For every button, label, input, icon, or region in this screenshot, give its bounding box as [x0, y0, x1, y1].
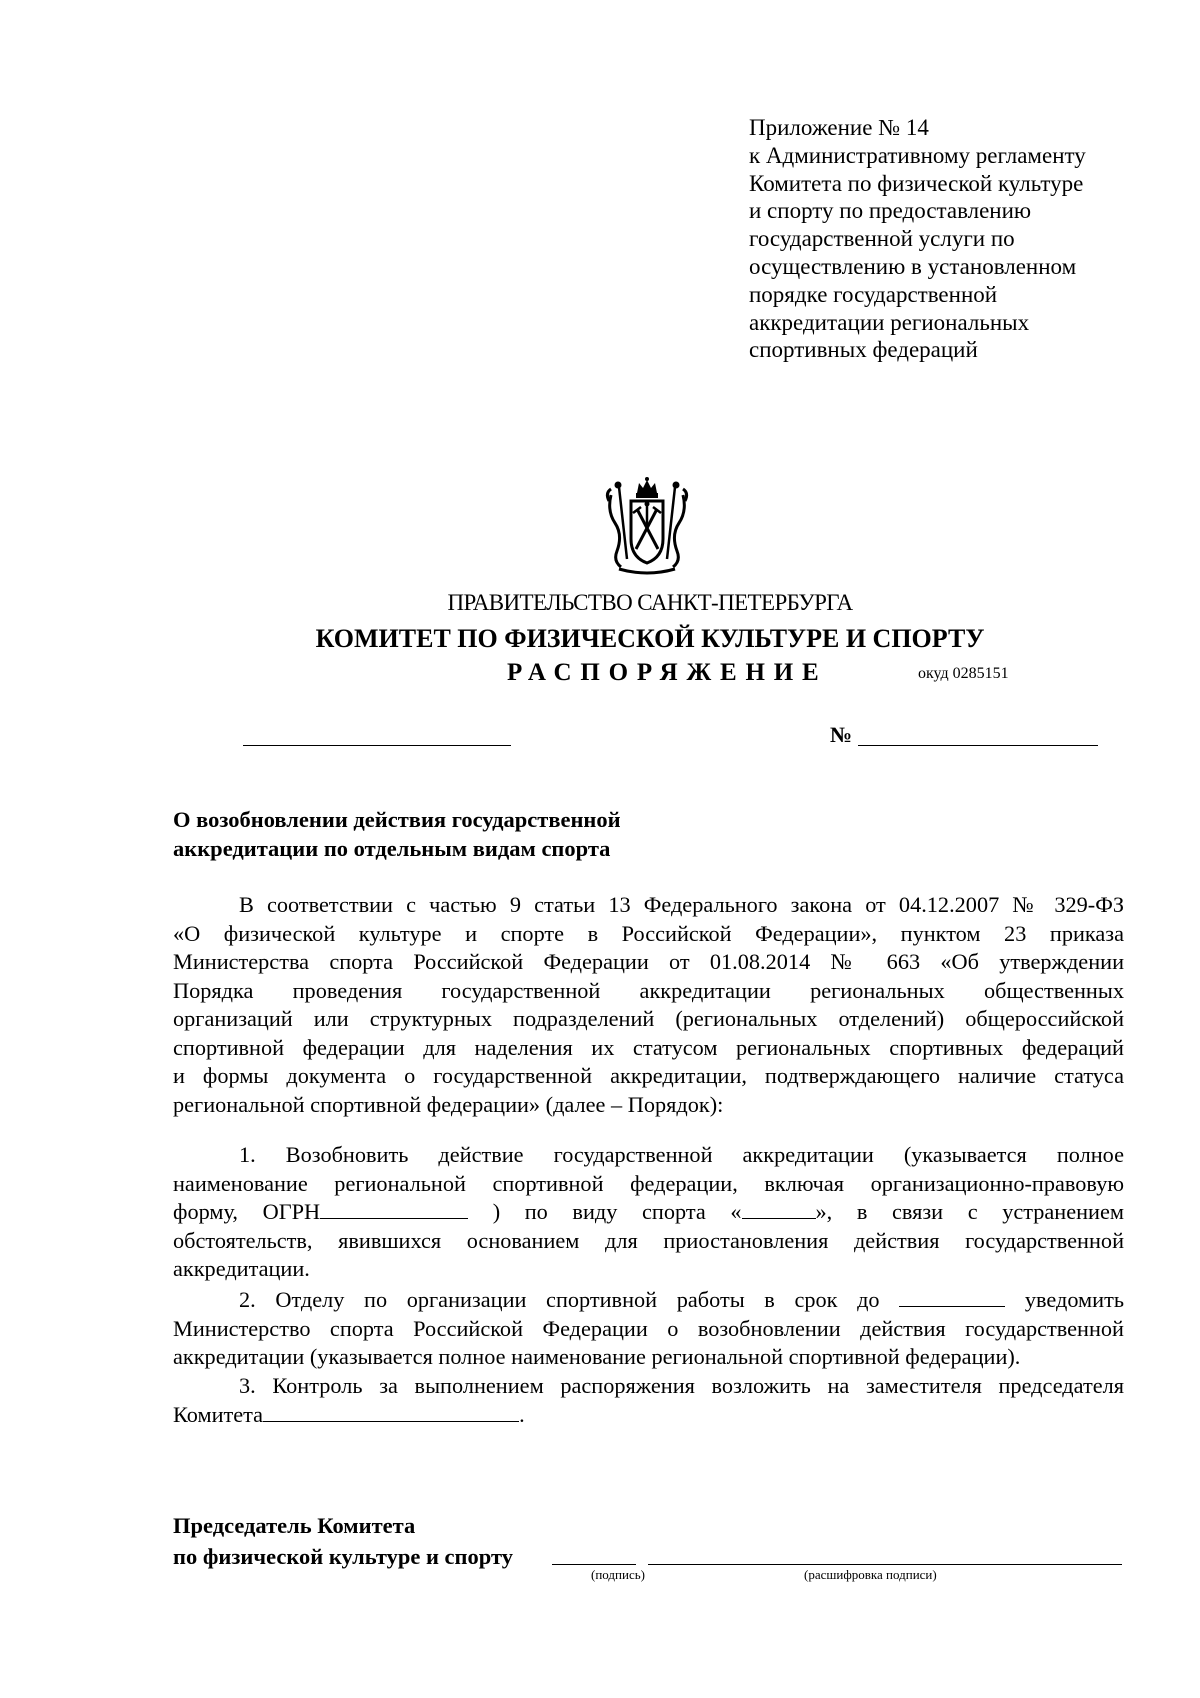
- text-line: [173, 1286, 1124, 1315]
- signature-decode-caption: (расшифровка подписи): [804, 1567, 937, 1582]
- item-1-paragraph: [173, 1141, 1124, 1284]
- signature-title-line: по физической культуре и спорту: [173, 1544, 513, 1569]
- text-line: и формы документа о государственной аккредитации, подтверждающего наличие статуса: [173, 1063, 1124, 1088]
- item-2-paragraph: [173, 1286, 1124, 1372]
- number-label: №: [830, 722, 853, 747]
- signature-block: [173, 1510, 513, 1572]
- subject-heading: [173, 805, 621, 863]
- signature-line: [552, 1564, 636, 1565]
- signature-caption: (подпись): [591, 1567, 645, 1582]
- text-line: региональной спортивной федерации» (далее – Порядок):: [173, 1091, 724, 1117]
- annex-line: Приложение № 14: [749, 115, 929, 140]
- st-petersburg-coat-of-arms-icon: [603, 477, 691, 577]
- text-line: [173, 1401, 1124, 1430]
- deputy-name-blank: [263, 1403, 519, 1422]
- annex-line: государственной услуги по: [749, 226, 1015, 252]
- annex-line: и спорту по предоставлению: [749, 198, 1032, 224]
- subject-line: О возобновлении действия государственной: [173, 807, 621, 832]
- text-fragment: Комитета: [173, 1401, 264, 1427]
- annex-line: к Административному регламенту: [749, 142, 1086, 168]
- subject-line: аккредитации по отдельным видам спорта: [173, 836, 611, 861]
- text-line: спортивной федерации для наделения их статусом региональных спортивных федераций: [173, 1034, 1124, 1060]
- date-field-line: [243, 745, 511, 746]
- okud-code: окуд 0285151: [918, 665, 1009, 682]
- text-line: Порядка проведения государственной аккредитации региональных общественных: [173, 977, 1124, 1003]
- deadline-blank: [899, 1288, 1005, 1307]
- text-line: Министерство спорта Российской Федерации о возобновлении действия государственной: [173, 1315, 1124, 1341]
- text-fragment: .: [519, 1401, 525, 1427]
- text-line: обстоятельств, явившихся основанием для приостановления действия государственной: [173, 1227, 1124, 1253]
- signature-decode-line: [648, 1564, 1122, 1565]
- annex-line: порядке государственной: [749, 281, 998, 307]
- text-fragment: 2. Отделу по организации спортивной работы в срок до: [239, 1287, 880, 1312]
- text-line: «О физической культуре и спорте в Российской Федерации», пунктом 23 приказа: [173, 920, 1124, 946]
- annex-line: Комитета по физической культуре: [749, 170, 1084, 196]
- signature-title-line: Председатель Комитета: [173, 1513, 416, 1538]
- government-title: ПРАВИТЕЛЬСТВО САНКТ-ПЕТЕРБУРГА: [447, 590, 853, 615]
- text-fragment: уведомить: [1024, 1287, 1125, 1312]
- committee-title: КОМИТЕТ ПО ФИЗИЧЕСКОЙ КУЛЬТУРЕ И СПОРТУ: [315, 624, 985, 653]
- ogrn-blank: [320, 1200, 468, 1219]
- annex-line: аккредитации региональных: [749, 309, 1030, 335]
- text-fragment: », в связи с устранением: [815, 1199, 1124, 1224]
- sport-type-blank: [742, 1200, 816, 1219]
- text-line: Министерства спорта Российской Федерации от 01.08.2014 № 663 «Об утверждении: [173, 949, 1124, 974]
- text-line: аккредитации.: [173, 1256, 310, 1281]
- item-3-paragraph: [173, 1372, 1124, 1429]
- annex-line: осуществлению в установленном: [749, 253, 1077, 279]
- annex-block: [749, 114, 1169, 364]
- text-line: В соответствии с частью 9 статьи 13 Федерального закона от 04.12.2007 № 329-ФЗ: [239, 892, 1124, 917]
- text-line: наименование региональной спортивной федерации, включая организационно-правовую: [173, 1170, 1124, 1196]
- text-fragment: ) по виду спорта «: [492, 1199, 742, 1224]
- number-field-line: [858, 745, 1098, 746]
- text-line: [173, 1198, 1124, 1227]
- text-line: организаций или структурных подразделений (региональных отделений) общероссийской: [173, 1006, 1124, 1031]
- text-line: аккредитации (указывается полное наименование региональной спортивной федерации).: [173, 1344, 1021, 1369]
- text-line: 1. Возобновить действие государственной аккредитации (указывается полное: [239, 1142, 1124, 1167]
- annex-line: спортивных федераций: [749, 337, 978, 363]
- order-title: РАСПОРЯЖЕНИЕ: [507, 659, 828, 686]
- text-line: 3. Контроль за выполнением распоряжения возложить на заместителя председателя: [239, 1373, 1124, 1398]
- preamble-paragraph: [173, 891, 1124, 1119]
- text-fragment: форму, ОГРН: [173, 1199, 321, 1224]
